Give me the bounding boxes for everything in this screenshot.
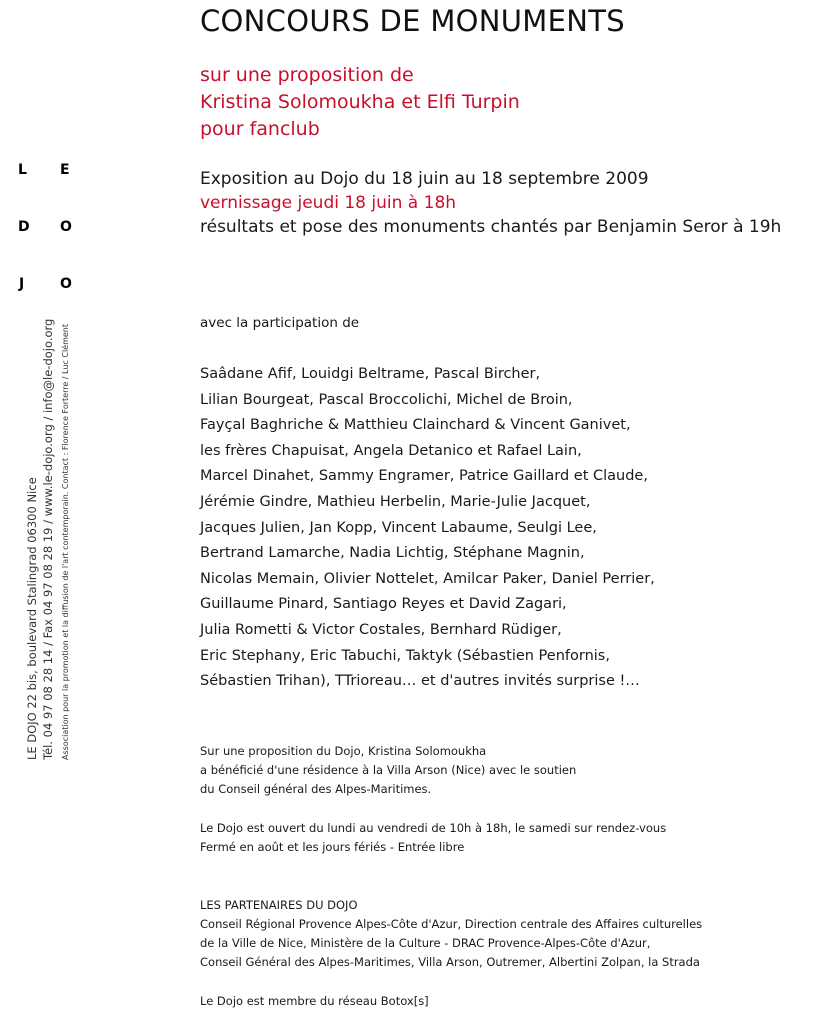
hours-line: Le Dojo est ouvert du lundi au vendredi de 10h à 18h, le samedi sur rendez-vous [200,821,667,835]
artist-line: Julia Rometti & Victor Costales, Bernhard Rüdiger, [200,621,562,638]
sidebar-address-top: LE DOJO 22 bis, boulevard Stalingrad 06300 Nice [25,477,39,760]
page-title: CONCOURS DE MONUMENTS [200,4,625,38]
subtitle [200,62,520,143]
logo-letter: J [19,276,25,292]
logo-letter: D [18,219,30,235]
artist-line: les frères Chapuisat, Angela Detanico et Rafael Lain, [200,442,582,459]
network-membership: Le Dojo est membre du réseau Botox[s] [200,994,429,1008]
logo-letter: O [60,219,72,235]
opening-hours [200,819,666,857]
artist-line: Nicolas Memain, Olivier Nottelet, Amilcar Paker, Daniel Perrier, [200,570,655,587]
participation-label: avec la participation de [200,315,360,331]
residency-info [200,742,576,799]
sidebar-phone: Tél. 04 97 08 28 14 / Fax 04 97 08 28 19 / www.le-dojo.org / info@le-dojo.org [41,318,55,760]
subtitle-line: pour fanclub [200,118,320,140]
partners-line: Conseil Régional Provence Alpes-Côte d'Azur, Direction centrale des Affaires culturelles [200,917,703,931]
artist-line: Sébastien Trihan), TTrioreau… et d'autres invités surprise !… [200,673,640,690]
partners-heading: LES PARTENAIRES DU DOJO [200,898,358,912]
partners-line: de la Ville de Nice, Ministère de la Culture - DRAC Provence-Alpes-Côte d'Azur, [200,936,651,950]
partners-line: Conseil Général des Alpes-Maritimes, Villa Arson, Outremer, Albertini Zolpan, la Strada [200,955,700,969]
exhibition-info [200,167,781,239]
artist-line: Guillaume Pinard, Santiago Reyes et David Zagari, [200,596,567,613]
sidebar-association: Association pour la promotion et la diffusion de l'art contemporain. Contact : Florence Forterre / Luc Clément [61,323,70,760]
residency-line: Sur une proposition du Dojo, Kristina Solomoukha [200,744,487,758]
artist-line: Eric Stephany, Eric Tabuchi, Taktyk (Sébastien Penfornis, [200,647,610,664]
residency-line: du Conseil général des Alpes-Maritimes. [200,782,432,796]
hours-line: Fermé en août et les jours fériés - Entrée libre [200,840,465,854]
exhibition-dates: Exposition au Dojo du 18 juin au 18 septembre 2009 [200,169,649,189]
artist-line: Marcel Dinahet, Sammy Engramer, Patrice Gaillard et Claude, [200,468,648,485]
logo-letter: L [18,162,27,178]
results-line: résultats et pose des monuments chantés par Benjamin Seror à 19h [200,217,782,237]
le-dojo-logo [16,160,80,300]
artist-line: Lilian Bourgeat, Pascal Broccolichi, Michel de Broin, [200,391,573,408]
artist-line: Jacques Julien, Jan Kopp, Vincent Labaume, Seulgi Lee, [200,519,597,536]
residency-line: a bénéficié d'une résidence à la Villa Arson (Nice) avec le soutien [200,763,577,777]
sidebar-contact [24,318,72,760]
vernissage-line: vernissage jeudi 18 juin à 18h [200,193,457,213]
subtitle-line: sur une proposition de [200,64,414,86]
artist-line: Fayçal Baghriche & Matthieu Clainchard & Vincent Ganivet, [200,417,631,434]
logo-letter: E [60,162,70,178]
subtitle-line: Kristina Solomoukha et Elfi Turpin [200,91,520,113]
artist-line: Bertrand Lamarche, Nadia Lichtig, Stéphane Magnin, [200,545,585,562]
artist-list [200,362,655,695]
artist-line: Jérémie Gindre, Mathieu Herbelin, Marie-Julie Jacquet, [200,493,591,510]
sidebar-address [24,340,40,760]
logo-letter: O [60,276,72,292]
artist-line: Saâdane Afif, Louidgi Beltrame, Pascal Bircher, [200,366,541,382]
partners-section [200,896,702,972]
